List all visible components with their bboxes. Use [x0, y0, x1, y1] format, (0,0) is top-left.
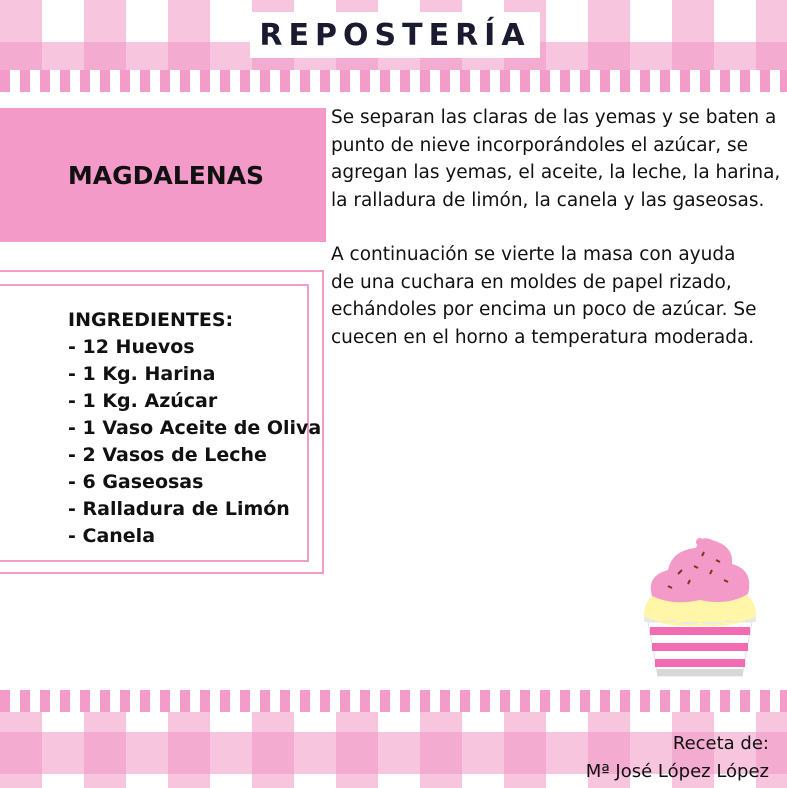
credit-label: Receta de: — [672, 733, 769, 754]
instruction-line: cuecen en el horno a temperatura moderada. — [331, 326, 755, 348]
ingredient-item: - Canela — [68, 525, 156, 547]
ingredient-item: - 1 Vaso Aceite de Oliva — [68, 417, 322, 439]
instruction-line: A continuación se vierte la masa con ayuda — [331, 244, 736, 265]
instruction-line: Se separan las claras de las yemas y se baten a — [331, 107, 777, 128]
stripe-border-top — [0, 70, 787, 92]
instruction-line: echándoles por encima un poco de azúcar. Se — [331, 299, 757, 320]
cupcake-icon — [638, 530, 762, 680]
instruction-line: punto de nieve incorporándoles el azúcar, se — [331, 134, 748, 156]
ingredient-item: - 1 Kg. Harina — [68, 363, 216, 385]
instruction-line: de una cuchara en moldes de papel rizado, — [331, 271, 732, 293]
credit-author: Mª José López López — [585, 761, 769, 782]
instruction-line: agregan las yemas, el aceite, la leche, la harina, — [331, 162, 781, 183]
instructions-paragraph-2 — [331, 241, 781, 351]
ingredient-item: - 2 Vasos de Leche — [68, 444, 267, 466]
page-title: REPOSTERÍA — [259, 17, 531, 53]
stripe-border-bottom — [0, 690, 787, 712]
instructions-paragraph-1 — [331, 104, 781, 214]
recipe-name: MAGDALENAS — [67, 160, 265, 190]
title-box — [250, 12, 540, 58]
ingredients-heading: INGREDIENTES: — [68, 309, 234, 331]
ingredient-item: - 1 Kg. Azúcar — [68, 390, 218, 412]
instruction-line: la ralladura de limón, la canela y las gaseosas. — [331, 189, 765, 211]
recipe-credit — [586, 730, 769, 786]
ingredients-list — [68, 307, 321, 550]
recipe-name-banner — [0, 108, 326, 242]
ingredient-item: - Ralladura de Limón — [68, 498, 290, 520]
ingredient-item: - 12 Huevos — [68, 336, 195, 358]
ingredient-item: - 6 Gaseosas — [68, 471, 204, 493]
